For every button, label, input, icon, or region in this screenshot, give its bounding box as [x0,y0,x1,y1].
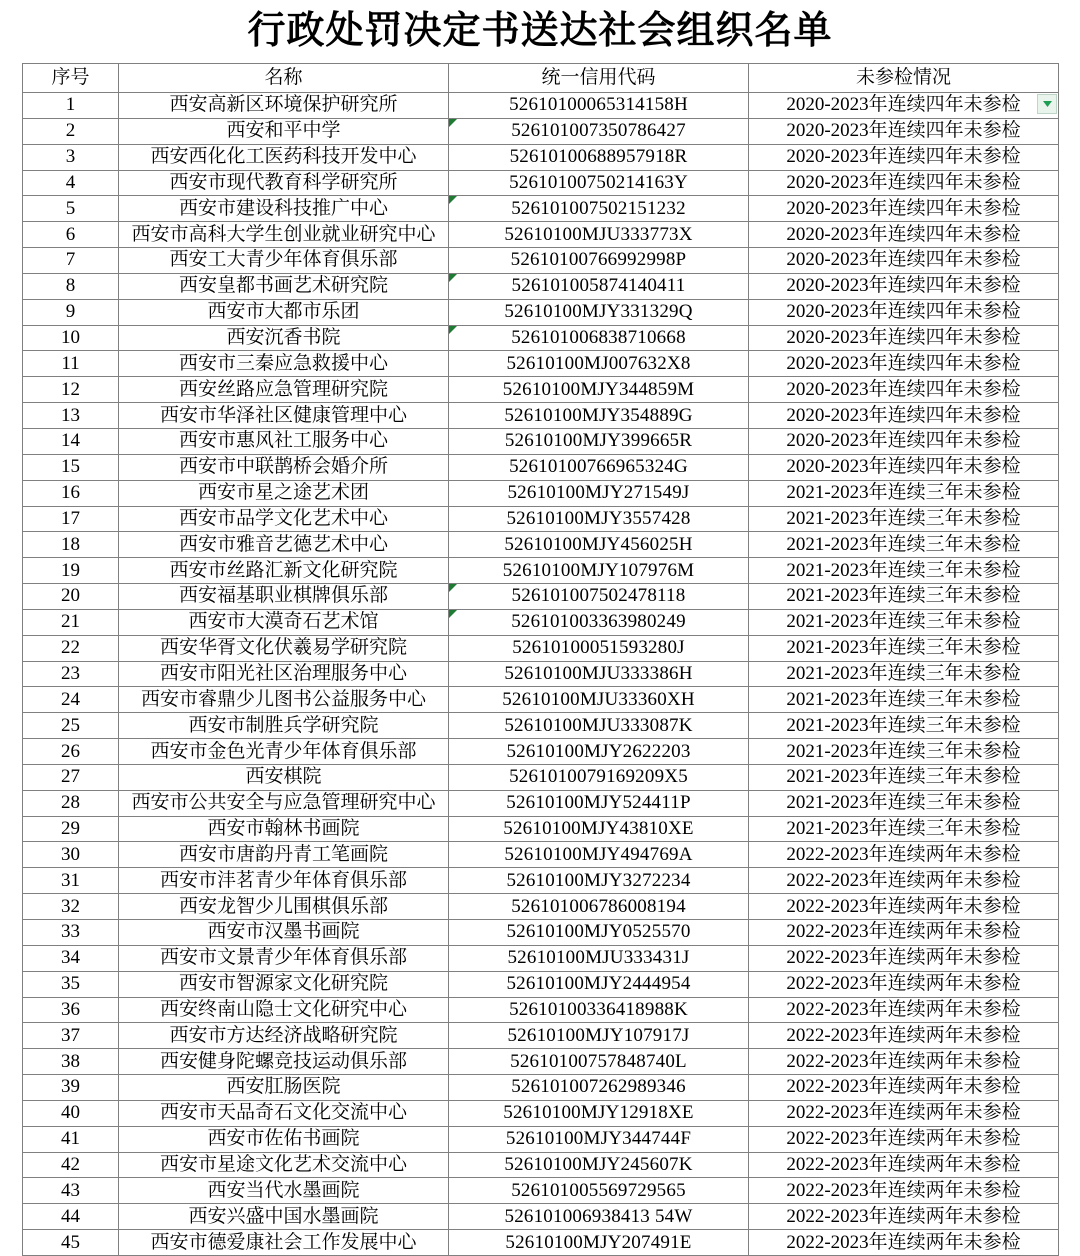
cell-sequence[interactable]: 16 [23,480,119,506]
cell-organization-name[interactable]: 西安工大青少年体育俱乐部 [119,248,449,274]
cell-organization-name[interactable]: 西安市中联鹊桥会婚介所 [119,454,449,480]
cell-credit-code[interactable]: 52610100MJY2444954 [449,971,749,997]
cell-organization-name[interactable]: 西安市星途文化艺术交流中心 [119,1152,449,1178]
cell-organization-name[interactable]: 西安丝路应急管理研究院 [119,377,449,403]
cell-inspection-status[interactable]: 2020-2023年连续四年未参检 [749,428,1059,454]
cell-credit-code[interactable]: 52610100MJY12918XE [449,1100,749,1126]
cell-sequence[interactable]: 8 [23,273,119,299]
table-header-row [23,64,1059,93]
cell-inspection-status[interactable]: 2022-2023年连续两年未参检 [749,997,1059,1023]
cell-credit-code[interactable]: 52610100MJY354889G [449,403,749,429]
cell-credit-code[interactable]: 52610100MJU333087K [449,713,749,739]
cell-credit-code[interactable]: 52610100MJY245607K [449,1152,749,1178]
table-row [23,790,1059,816]
cell-sequence[interactable]: 31 [23,868,119,894]
cell-sequence[interactable]: 30 [23,842,119,868]
cell-credit-code[interactable]: 52610100MJY0525570 [449,920,749,946]
cell-inspection-status[interactable]: 2021-2023年连续三年未参检 [749,764,1059,790]
cell-credit-code[interactable]: 52610100766965324G [449,454,749,480]
cell-sequence[interactable]: 1 [23,93,119,119]
table-row [23,1023,1059,1049]
cell-organization-name[interactable]: 西安终南山隐士文化研究中心 [119,997,449,1023]
cell-credit-code[interactable]: 5261010079169209X5 [449,764,749,790]
table-row [23,1152,1059,1178]
cell-credit-code[interactable]: 52610100MJY271549J [449,480,749,506]
table-row [23,299,1059,325]
cell-organization-name[interactable]: 西安肛肠医院 [119,1075,449,1101]
column-header-seq: 序号 [23,64,119,93]
cell-sequence[interactable]: 7 [23,248,119,274]
cell-credit-code[interactable]: 52610100MJY2622203 [449,739,749,765]
column-header-name: 名称 [119,64,449,93]
cell-inspection-status[interactable]: 2022-2023年连续两年未参检 [749,1230,1059,1256]
cell-organization-name[interactable]: 西安市文景青少年体育俱乐部 [119,945,449,971]
cell-credit-code[interactable]: 52610100MJU333431J [449,945,749,971]
cell-inspection-status[interactable]: 2020-2023年连续四年未参检 [749,273,1059,299]
cell-sequence[interactable]: 38 [23,1049,119,1075]
cell-sequence[interactable]: 27 [23,764,119,790]
cell-organization-name[interactable]: 西安兴盛中国水墨画院 [119,1204,449,1230]
cell-sequence[interactable]: 9 [23,299,119,325]
cell-sequence[interactable]: 5 [23,196,119,222]
table-row [23,248,1059,274]
cell-credit-code[interactable]: 52610100336418988K [449,997,749,1023]
cell-inspection-status[interactable]: 2022-2023年连续两年未参检 [749,920,1059,946]
cell-inspection-status[interactable]: 2020-2023年连续四年未参检 [749,325,1059,351]
cell-inspection-status[interactable]: 2020-2023年连续四年未参检 [749,118,1059,144]
cell-error-flag-icon [449,610,457,618]
cell-inspection-status[interactable]: 2021-2023年连续三年未参检 [749,713,1059,739]
cell-sequence[interactable]: 23 [23,661,119,687]
cell-credit-code[interactable]: 52610100750214163Y [449,170,749,196]
cell-inspection-status[interactable]: 2022-2023年连续两年未参检 [749,1075,1059,1101]
cell-organization-name[interactable]: 西安市高科大学生创业就业研究中心 [119,222,449,248]
cell-organization-name[interactable]: 西安高新区环境保护研究所 [119,93,449,119]
table-row [23,351,1059,377]
cell-credit-code[interactable]: 52610100MJY344744F [449,1126,749,1152]
cell-sequence[interactable]: 33 [23,920,119,946]
cell-organization-name[interactable]: 西安市建设科技推广中心 [119,196,449,222]
table-row [23,377,1059,403]
cell-sequence[interactable]: 21 [23,609,119,635]
cell-organization-name[interactable]: 西安市惠风社工服务中心 [119,428,449,454]
cell-sequence[interactable]: 12 [23,377,119,403]
table-row [23,661,1059,687]
cell-inspection-status[interactable]: 2021-2023年连续三年未参检 [749,635,1059,661]
cell-sequence[interactable]: 15 [23,454,119,480]
cell-inspection-status[interactable]: 2022-2023年连续两年未参检 [749,1100,1059,1126]
cell-credit-code[interactable]: 526101007502151232 [449,196,749,222]
cell-organization-name[interactable]: 西安市沣茗青少年体育俱乐部 [119,868,449,894]
cell-organization-name[interactable]: 西安市雅音艺德艺术中心 [119,532,449,558]
cell-inspection-status[interactable]: 2022-2023年连续两年未参检 [749,894,1059,920]
table-row [23,1178,1059,1204]
cell-inspection-status[interactable]: 2020-2023年连续四年未参检 [749,454,1059,480]
table-row [23,842,1059,868]
table-row [23,635,1059,661]
table-row [23,428,1059,454]
table-row [23,506,1059,532]
cell-sequence[interactable]: 19 [23,558,119,584]
cell-sequence[interactable]: 35 [23,971,119,997]
cell-inspection-status[interactable]: 2021-2023年连续三年未参检 [749,532,1059,558]
table-row [23,144,1059,170]
cell-organization-name[interactable]: 西安市方达经济战略研究院 [119,1023,449,1049]
table-row [23,558,1059,584]
table-row [23,532,1059,558]
cell-sequence[interactable]: 36 [23,997,119,1023]
cell-organization-name[interactable]: 西安市唐韵丹青工笔画院 [119,842,449,868]
cell-organization-name[interactable]: 西安市现代教育科学研究所 [119,170,449,196]
table-body [23,93,1059,1256]
cell-organization-name[interactable]: 西安西化化工医药科技开发中心 [119,144,449,170]
cell-credit-code[interactable]: 52610100MJY3272234 [449,868,749,894]
table-row [23,894,1059,920]
cell-credit-code[interactable]: 52610100688957918R [449,144,749,170]
cell-organization-name[interactable]: 西安市大都市乐团 [119,299,449,325]
cell-sequence[interactable]: 13 [23,403,119,429]
table-row [23,273,1059,299]
cell-credit-code[interactable]: 526101006786008194 [449,894,749,920]
cell-inspection-status[interactable]: 2021-2023年连续三年未参检 [749,816,1059,842]
title-band [0,0,1080,62]
cell-credit-code[interactable]: 52610100MJU333386H [449,661,749,687]
cell-sequence[interactable]: 4 [23,170,119,196]
cell-sequence[interactable]: 29 [23,816,119,842]
table-row [23,222,1059,248]
cell-organization-name[interactable]: 西安市华泽社区健康管理中心 [119,403,449,429]
cell-sequence[interactable]: 24 [23,687,119,713]
table-row [23,816,1059,842]
cell-organization-name[interactable]: 西安市星之途艺术团 [119,480,449,506]
table-row [23,1204,1059,1230]
cell-sequence[interactable]: 44 [23,1204,119,1230]
table-row [23,739,1059,765]
cell-credit-code[interactable]: 52610100MJY107976M [449,558,749,584]
table-row [23,325,1059,351]
cell-inspection-status[interactable]: 2022-2023年连续两年未参检 [749,1126,1059,1152]
cell-credit-code[interactable]: 52610100MJY494769A [449,842,749,868]
cell-sequence[interactable]: 6 [23,222,119,248]
cell-credit-code[interactable]: 52610100MJY107917J [449,1023,749,1049]
cell-credit-code[interactable]: 52610100065314158H [449,93,749,119]
cell-inspection-status[interactable]: 2021-2023年连续三年未参检 [749,506,1059,532]
cell-organization-name[interactable]: 西安健身陀螺竞技运动俱乐部 [119,1049,449,1075]
table-row [23,920,1059,946]
cell-inspection-status[interactable]: 2021-2023年连续三年未参检 [749,609,1059,635]
cell-credit-code[interactable]: 52610100MJY207491E [449,1230,749,1256]
cell-inspection-status[interactable]: 2021-2023年连续三年未参检 [749,558,1059,584]
cell-sequence[interactable]: 18 [23,532,119,558]
cell-sequence[interactable]: 34 [23,945,119,971]
cell-credit-code[interactable]: 526101006838710668 [449,325,749,351]
cell-credit-code[interactable]: 52610100MJY43810XE [449,816,749,842]
cell-organization-name[interactable]: 西安市三秦应急救援中心 [119,351,449,377]
cell-inspection-status[interactable]: 2020-2023年连续四年未参检 [749,351,1059,377]
cell-sequence[interactable]: 11 [23,351,119,377]
cell-organization-name[interactable]: 西安市睿鼎少儿图书公益服务中心 [119,687,449,713]
cell-organization-name[interactable]: 西安市丝路汇新文化研究院 [119,558,449,584]
cell-sequence[interactable]: 3 [23,144,119,170]
cell-inspection-status[interactable]: 2020-2023年连续四年未参检 [749,222,1059,248]
cell-organization-name[interactable]: 西安龙智少儿围棋俱乐部 [119,894,449,920]
cell-organization-name[interactable]: 西安市智源家文化研究院 [119,971,449,997]
cell-credit-code[interactable]: 52610100766992998P [449,248,749,274]
table-row [23,403,1059,429]
cell-organization-name[interactable]: 西安市品学文化艺术中心 [119,506,449,532]
cell-credit-code[interactable]: 52610100MJY331329Q [449,299,749,325]
cell-inspection-status[interactable]: 2021-2023年连续三年未参检 [749,790,1059,816]
cell-sequence[interactable]: 37 [23,1023,119,1049]
cell-inspection-status[interactable]: 2022-2023年连续两年未参检 [749,971,1059,997]
cell-credit-code[interactable]: 52610100MJU333773X [449,222,749,248]
cell-inspection-status[interactable]: 2022-2023年连续两年未参检 [749,1204,1059,1230]
table-row [23,997,1059,1023]
cell-sequence[interactable]: 14 [23,428,119,454]
cell-error-flag-icon [449,196,457,204]
cell-credit-code[interactable]: 526101007262989346 [449,1075,749,1101]
cell-sequence[interactable]: 17 [23,506,119,532]
cell-organization-name[interactable]: 西安市佐佑书画院 [119,1126,449,1152]
cell-organization-name[interactable]: 西安棋院 [119,764,449,790]
table-row [23,93,1059,119]
table-row [23,609,1059,635]
cell-inspection-status[interactable]: 2020-2023年连续四年未参检 [749,170,1059,196]
column-header-status: 未参检情况 [749,64,1059,93]
cell-sequence[interactable]: 10 [23,325,119,351]
cell-inspection-status[interactable]: 2020-2023年连续四年未参检 [749,248,1059,274]
cell-sequence[interactable]: 20 [23,584,119,610]
cell-inspection-status[interactable]: 2020-2023年连续四年未参检 [749,299,1059,325]
cell-inspection-status[interactable]: 2021-2023年连续三年未参检 [749,739,1059,765]
table-row [23,1049,1059,1075]
cell-sequence[interactable]: 39 [23,1075,119,1101]
cell-inspection-status[interactable]: 2021-2023年连续三年未参检 [749,661,1059,687]
cell-inspection-status[interactable]: 2022-2023年连续两年未参检 [749,1152,1059,1178]
cell-credit-code[interactable]: 52610100757848740L [449,1049,749,1075]
table-row [23,480,1059,506]
cell-organization-name[interactable]: 西安市金色光青少年体育俱乐部 [119,739,449,765]
table-row [23,454,1059,480]
cell-credit-code[interactable]: 52610100MJY456025H [449,532,749,558]
cell-organization-name[interactable]: 西安福基职业棋牌俱乐部 [119,584,449,610]
cell-credit-code[interactable]: 52610100MJ007632X8 [449,351,749,377]
cell-inspection-status[interactable]: 2020-2023年连续四年未参检 [749,403,1059,429]
autofilter-dropdown-button[interactable] [1037,94,1057,114]
cell-inspection-status[interactable]: 2021-2023年连续三年未参检 [749,687,1059,713]
table-row [23,1126,1059,1152]
cell-credit-code[interactable]: 52610100MJY524411P [449,790,749,816]
cell-credit-code[interactable]: 526101007350786427 [449,118,749,144]
cell-organization-name[interactable]: 西安市大漠奇石艺术馆 [119,609,449,635]
cell-error-flag-icon [449,584,457,592]
cell-inspection-status[interactable]: 2020-2023年连续四年未参检 [749,144,1059,170]
table-row [23,118,1059,144]
cell-organization-name[interactable]: 西安市德爱康社会工作发展中心 [119,1230,449,1256]
organization-table [22,63,1059,1256]
table-row [23,1075,1059,1101]
cell-credit-code[interactable]: 52610100MJU33360XH [449,687,749,713]
table-row [23,1230,1059,1256]
cell-credit-code[interactable]: 526101005569729565 [449,1178,749,1204]
cell-organization-name[interactable]: 西安华胥文化伏羲易学研究院 [119,635,449,661]
cell-inspection-status[interactable]: 2020-2023年连续四年未参检 [749,377,1059,403]
table-row [23,764,1059,790]
cell-credit-code[interactable]: 52610100051593280J [449,635,749,661]
column-header-code: 统一信用代码 [449,64,749,93]
table-row [23,584,1059,610]
cell-inspection-status[interactable]: 2022-2023年连续两年未参检 [749,1178,1059,1204]
cell-error-flag-icon [449,326,457,334]
table-container [22,63,1058,1256]
table-row [23,170,1059,196]
cell-organization-name[interactable]: 西安市天品奇石文化交流中心 [119,1100,449,1126]
cell-credit-code[interactable]: 52610100MJY3557428 [449,506,749,532]
cell-sequence[interactable]: 45 [23,1230,119,1256]
cell-sequence[interactable]: 32 [23,894,119,920]
cell-sequence[interactable]: 40 [23,1100,119,1126]
cell-inspection-status[interactable]: 2022-2023年连续两年未参检 [749,945,1059,971]
cell-organization-name[interactable]: 西安和平中学 [119,118,449,144]
cell-organization-name[interactable]: 西安市公共安全与应急管理研究中心 [119,790,449,816]
cell-credit-code[interactable]: 526101005874140411 [449,273,749,299]
table-row [23,945,1059,971]
cell-organization-name[interactable]: 西安市制胜兵学研究院 [119,713,449,739]
table-row [23,196,1059,222]
cell-organization-name[interactable]: 西安市阳光社区治理服务中心 [119,661,449,687]
table-row [23,1100,1059,1126]
cell-sequence[interactable]: 2 [23,118,119,144]
cell-error-flag-icon [449,274,457,282]
cell-credit-code[interactable]: 526101006938413 54W [449,1204,749,1230]
cell-credit-code[interactable]: 52610100MJY344859M [449,377,749,403]
cell-inspection-status[interactable]: 2022-2023年连续两年未参检 [749,842,1059,868]
cell-sequence[interactable]: 25 [23,713,119,739]
cell-inspection-status[interactable]: 2021-2023年连续三年未参检 [749,480,1059,506]
cell-sequence[interactable]: 41 [23,1126,119,1152]
cell-organization-name[interactable]: 西安沉香书院 [119,325,449,351]
cell-error-flag-icon [449,119,457,127]
cell-sequence[interactable]: 42 [23,1152,119,1178]
cell-inspection-status[interactable]: 2020-2023年连续四年未参检 [749,196,1059,222]
cell-inspection-status[interactable]: 2022-2023年连续两年未参检 [749,1023,1059,1049]
table-row [23,868,1059,894]
cell-inspection-status[interactable]: 2020-2023年连续四年未参检 [749,93,1059,119]
table-row [23,713,1059,739]
table-row [23,971,1059,997]
cell-organization-name[interactable]: 西安当代水墨画院 [119,1178,449,1204]
cell-sequence[interactable]: 43 [23,1178,119,1204]
cell-sequence[interactable]: 28 [23,790,119,816]
cell-organization-name[interactable]: 西安市汉墨书画院 [119,920,449,946]
cell-inspection-status[interactable]: 2022-2023年连续两年未参检 [749,1049,1059,1075]
table-row [23,687,1059,713]
cell-sequence[interactable]: 26 [23,739,119,765]
cell-organization-name[interactable]: 西安皇都书画艺术研究院 [119,273,449,299]
cell-inspection-status[interactable]: 2022-2023年连续两年未参检 [749,868,1059,894]
cell-inspection-status[interactable]: 2021-2023年连续三年未参检 [749,584,1059,610]
cell-sequence[interactable]: 22 [23,635,119,661]
cell-credit-code[interactable]: 526101003363980249 [449,609,749,635]
cell-organization-name[interactable]: 西安市翰林书画院 [119,816,449,842]
page-title: 行政处罚决定书送达社会组织名单 [247,10,833,52]
cell-credit-code[interactable]: 52610100MJY399665R [449,428,749,454]
cell-credit-code[interactable]: 526101007502478118 [449,584,749,610]
table-header [23,64,1059,93]
